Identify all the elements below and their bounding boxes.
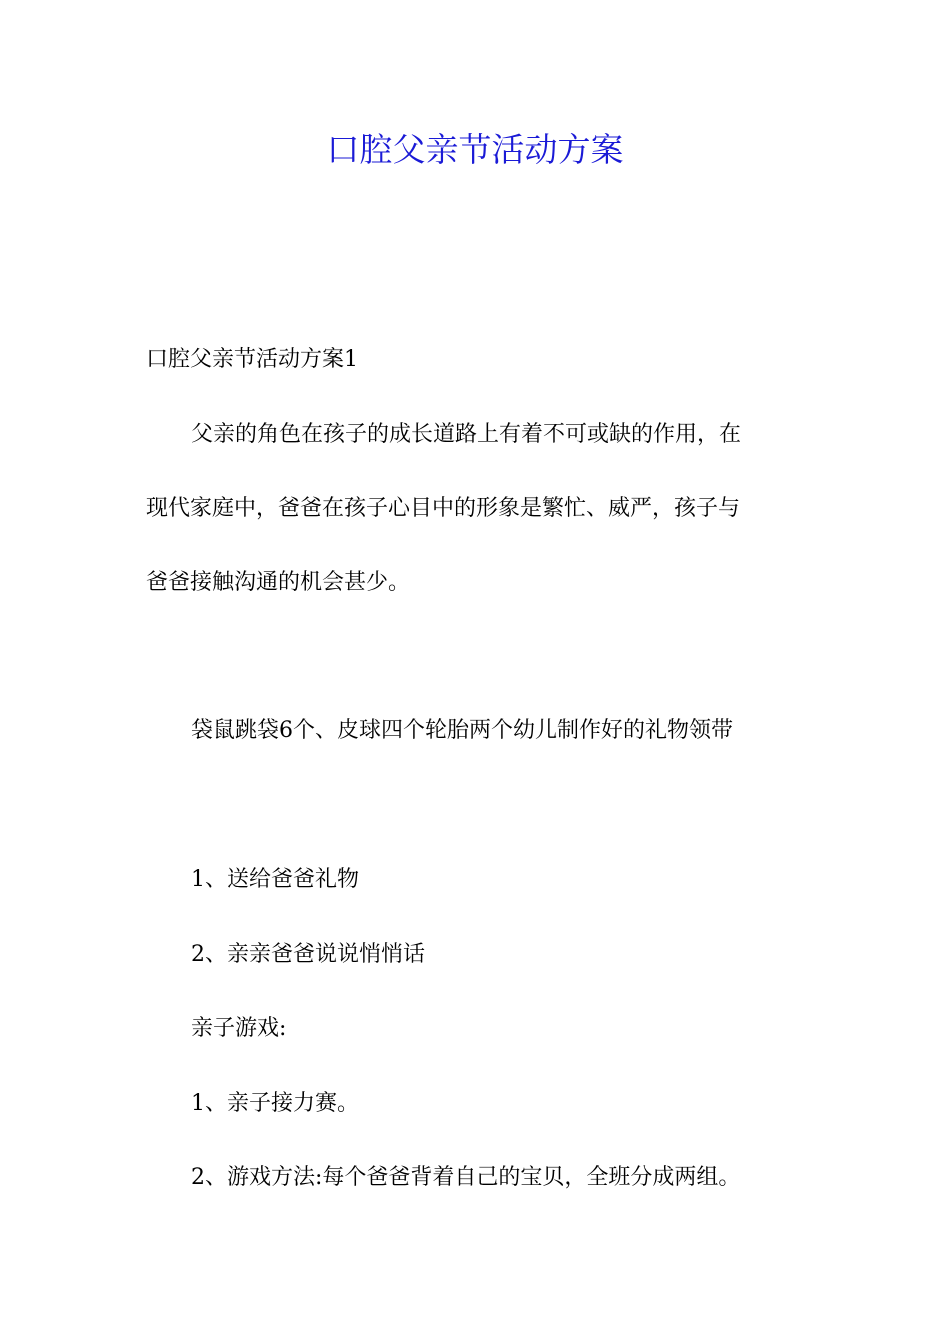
step-1: 1、送给爸爸礼物: [191, 867, 359, 892]
materials-line: 袋鼠跳袋6个、皮球四个轮胎两个幼儿制作好的礼物领带: [191, 718, 733, 743]
game-item-1: 1、亲子接力赛。: [191, 1091, 359, 1116]
step-2: 2、亲亲爸爸说说悄悄话: [191, 942, 425, 967]
section-heading: 口腔父亲节活动方案1: [146, 347, 358, 372]
game-item-2: 2、游戏方法:每个爸爸背着自己的宝贝，全班分成两组。: [191, 1165, 741, 1190]
intro-line-2: 现代家庭中，爸爸在孩子心目中的形象是繁忙、威严，孩子与: [146, 496, 741, 521]
game-heading: 亲子游戏:: [191, 1016, 287, 1041]
document-title: 口腔父亲节活动方案: [326, 130, 624, 169]
intro-line-3: 爸爸接触沟通的机会甚少。: [146, 570, 411, 595]
intro-line-1: 父亲的角色在孩子的成长道路上有着不可或缺的作用，在: [191, 422, 742, 447]
